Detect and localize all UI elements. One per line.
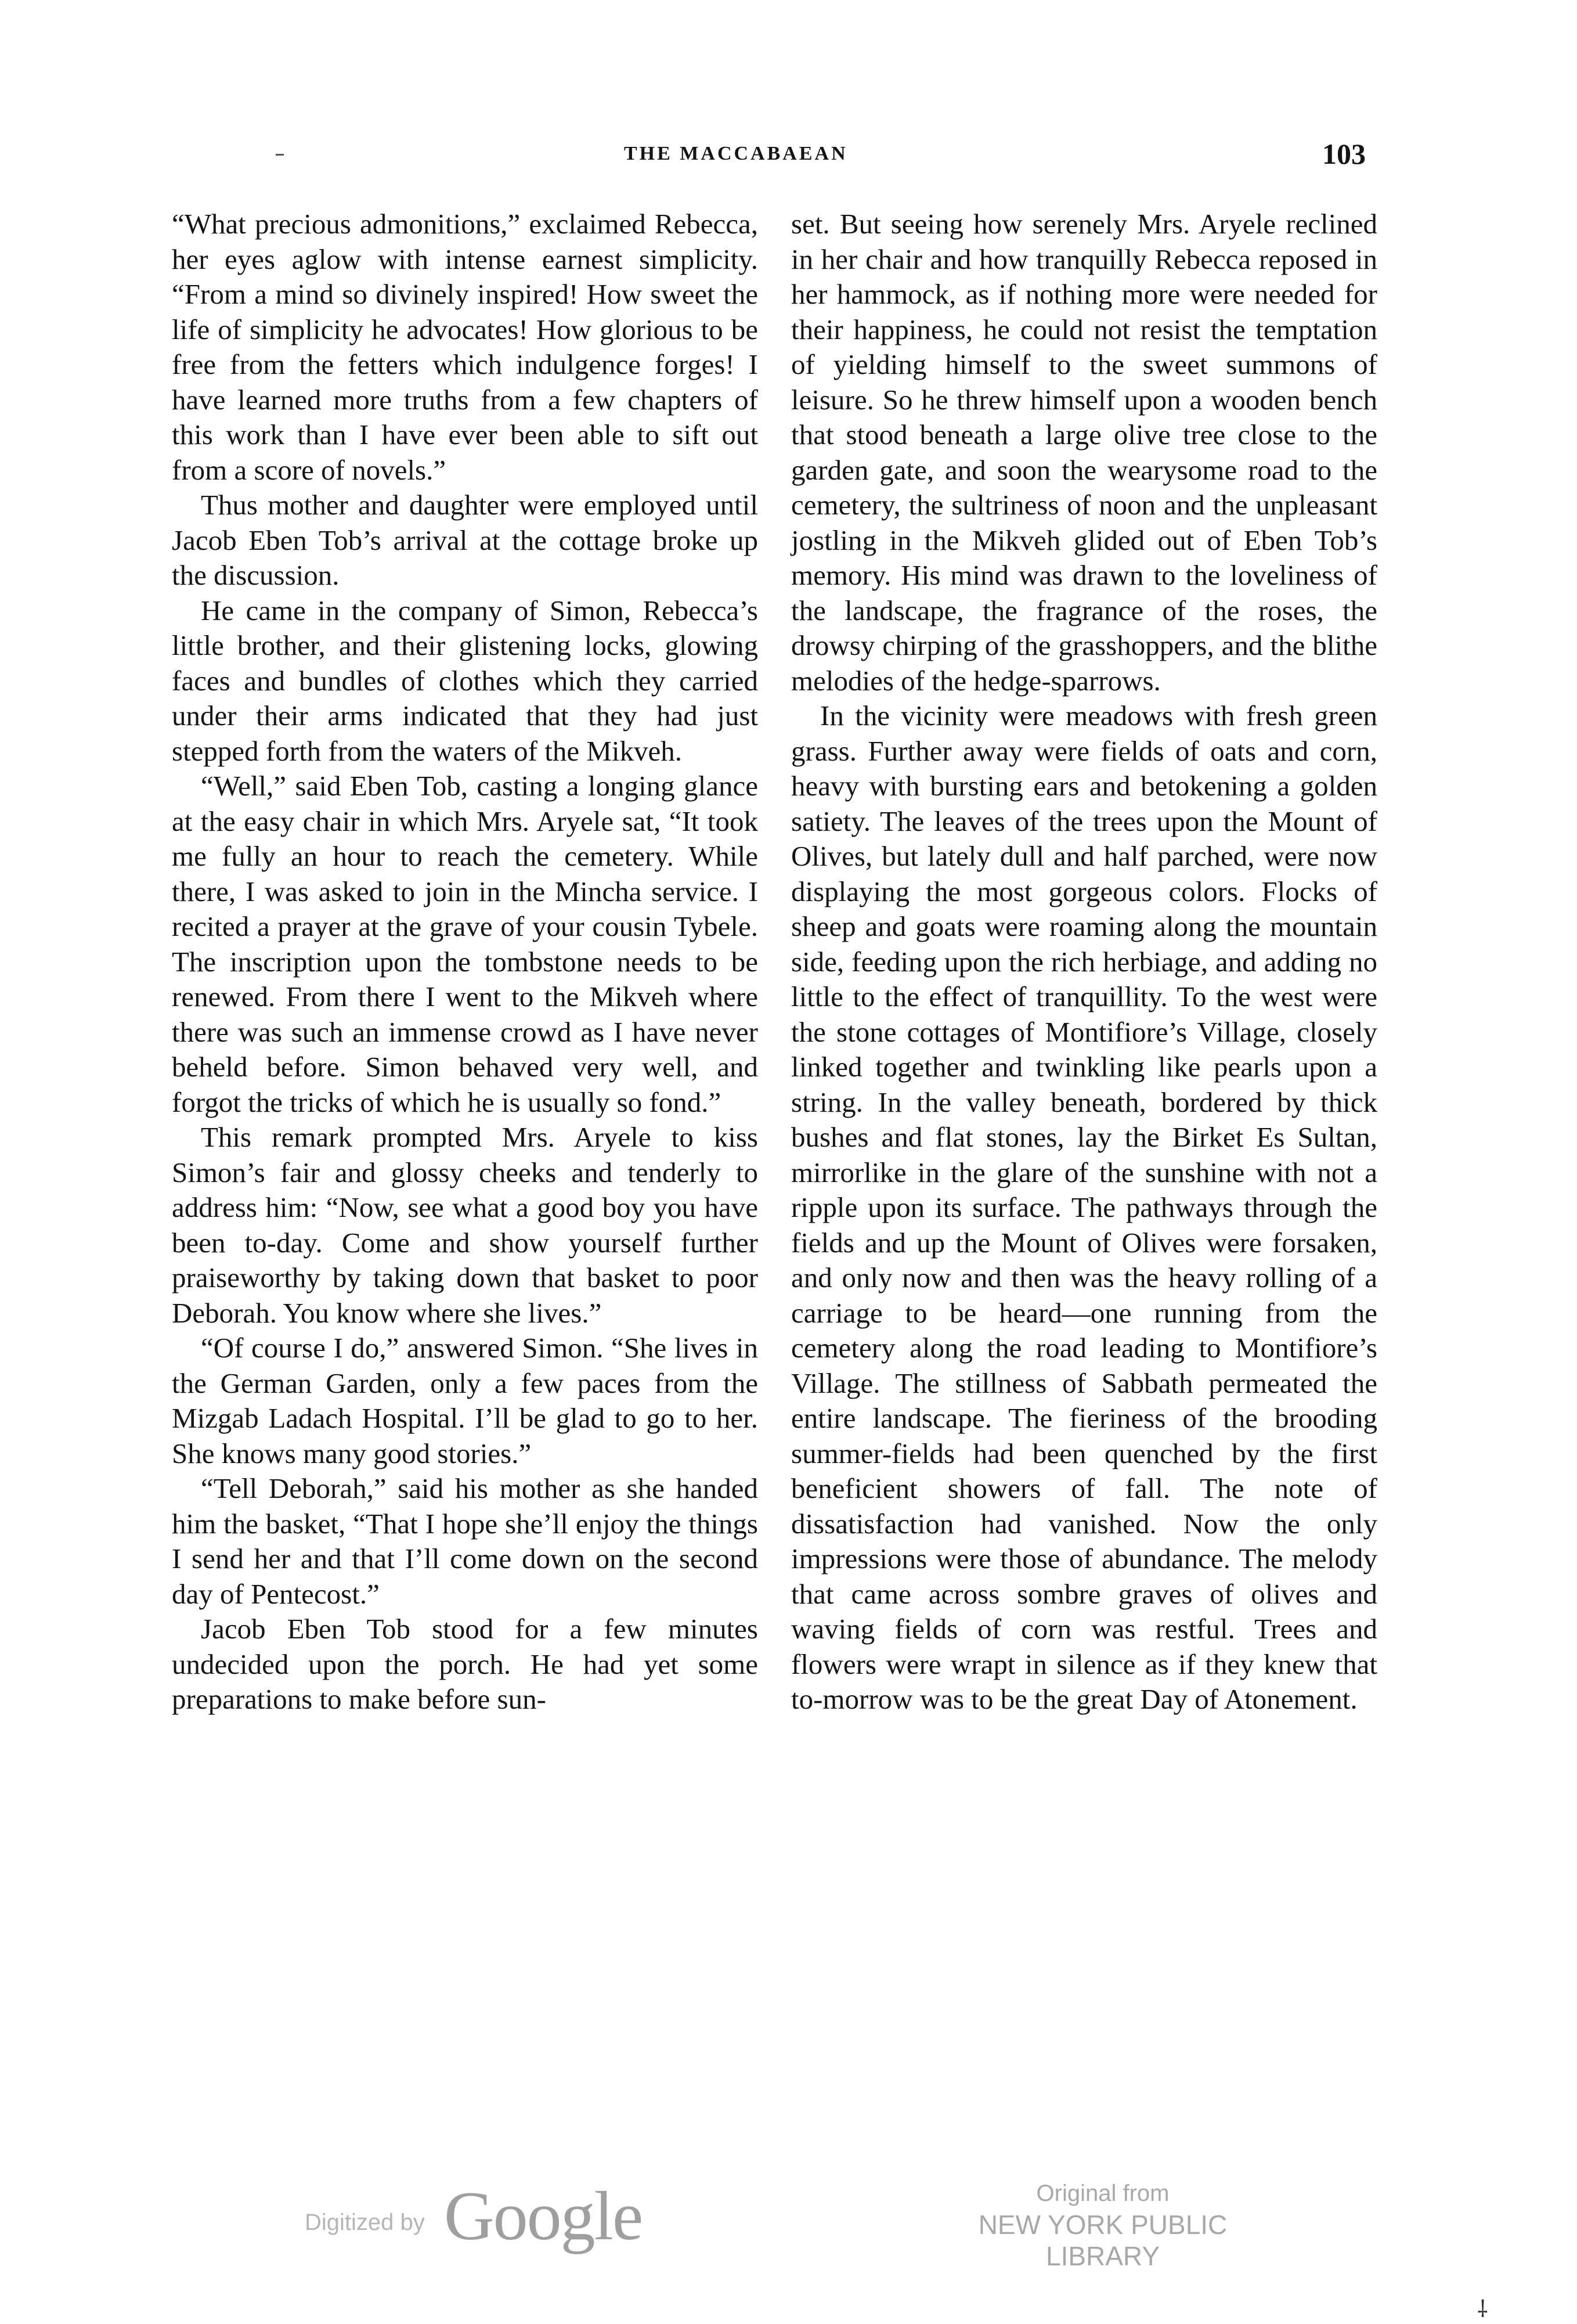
running-title: THE MACCABAEAN [624, 143, 848, 164]
paragraph: Thus mother and daughter were employed until Jacob Eben Tob’s arrival at the cottage broke up the discussion. [172, 489, 758, 591]
source-attribution [926, 2181, 1280, 2272]
paragraph: He came in the company of Simon, Rebecca’s little brother, and their glistening locks, glowing faces and bundles of clothes which they carried under their arms indicated that they had just stepped forth from the waters of the Mikveh. [172, 594, 758, 767]
paragraph: set. But seeing how serenely Mrs. Aryele reclined in her chair and how tranquilly Rebecca reposed in her hammock, as if nothing more were needed for their happiness, he could not resist the temptation of yielding himself to the sweet summons of leisure. So he threw himself upon a wooden bench that stood beneath a large olive tree close to the garden gate, and soon the wearysome road to the cemetery, the sultriness of noon and the unpleasant jostling in the Mikveh glided out of Eben Tob’s memory. His mind was drawn to the loveliness of the landscape, the fragrance of the roses, the drowsy chirping of the grasshoppers, and the blithe melodies of the hedge-sparrows. [791, 208, 1377, 697]
paragraph: “What precious admonitions,” exclaimed Rebecca, her eyes aglow with intense earnest simplicity. “From a mind so divinely inspired! How sweet the life of simplicity he advocates! How glorious to be free from the fetters which indulgence forges! I have learned more truths from a few chapters of this work than I have ever been able to sift out from a score of novels.” [172, 208, 758, 486]
header-rule-mark [276, 154, 284, 156]
original-from-label: Original from [1036, 2181, 1170, 2206]
paragraph: This remark prompted Mrs. Aryele to kiss Simon’s fair and glossy cheeks and tenderly to address him: “Now, see what a good boy you have been to-day. Come and show yourself further praiseworthy by taking down that basket to poor Deborah. You know where she lives.” [172, 1121, 758, 1329]
paragraph: “Well,” said Eben Tob, casting a longing glance at the easy chair in which Mrs. Aryele sat, “It took me fully an hour to reach the cemetery. While there, I was asked to join in the Mincha service. I recited a prayer at the grave of your cousin Tybele. The inscription upon the tombstone needs to be renewed. From there I went to the Mikveh where there was such an immense crowd as I have never beheld before. Simon behaved very well, and forgot the tricks of which he is usually so fond.” [172, 770, 758, 1118]
paragraph: “Tell Deborah,” said his mother as she handed him the basket, “That I hope she’ll enjoy the things I send her and that I’ll come down on the second day of Pentecost.” [172, 1472, 758, 1610]
page-number: 103 [1322, 138, 1366, 170]
paragraph: “Of course I do,” answered Simon. “She lives in the German Garden, only a few paces from the Mizgab Ladach Hospital. I’ll be glad to go to her. She knows many good stories.” [172, 1332, 758, 1469]
text-column-right [791, 207, 1377, 1717]
text-column-left [172, 207, 758, 1717]
margin-mark-icon: ⸸ [1477, 2296, 1488, 2322]
paragraph: In the vicinity were meadows with fresh green grass. Further away were fields of oats and corn, heavy with bursting ears and betokening a golden satiety. The leaves of the trees upon the Mount of Olives, but lately dull and half parched, were now displaying the most gorgeous colors. Flocks of sheep and goats were roaming along the mountain side, feeding upon the rich herbiage, and adding no little to the effect of tranquillity. To the west were the stone cottages of Montifiore’s Village, closely linked together and twinkling like pearls upon a string. In the valley beneath, bordered by thick bushes and flat stones, lay the Birket Es Sultan, mirrorlike in the glare of the sunshine with not a ripple upon its surface. The pathways through the fields and up the Mount of Olives were forsaken, and only now and then was the heavy rolling of a carriage to be heard—one running from the cemetery along the road leading to Montifiore’s Village. The stillness of Sabbath permeated the entire landscape. The fieriness of the brooding summer-fields had been quenched by the first beneficient showers of fall. The note of dissatisfaction had vanished. Now the only impressions were those of abundance. The melody that came across sombre graves of olives and waving fields of corn was restful. Trees and flowers were wrapt in silence as if they knew that to-morrow was to be the great Day of Atonement. [791, 700, 1377, 1715]
google-logo: Google [444, 2177, 643, 2254]
library-name: NEW YORK PUBLIC LIBRARY [978, 2210, 1228, 2271]
digitized-by-label: Digitized by [305, 2210, 425, 2235]
paragraph: Jacob Eben Tob stood for a few minutes undecided upon the porch. He had yet some preparations to make before sun- [172, 1613, 758, 1715]
